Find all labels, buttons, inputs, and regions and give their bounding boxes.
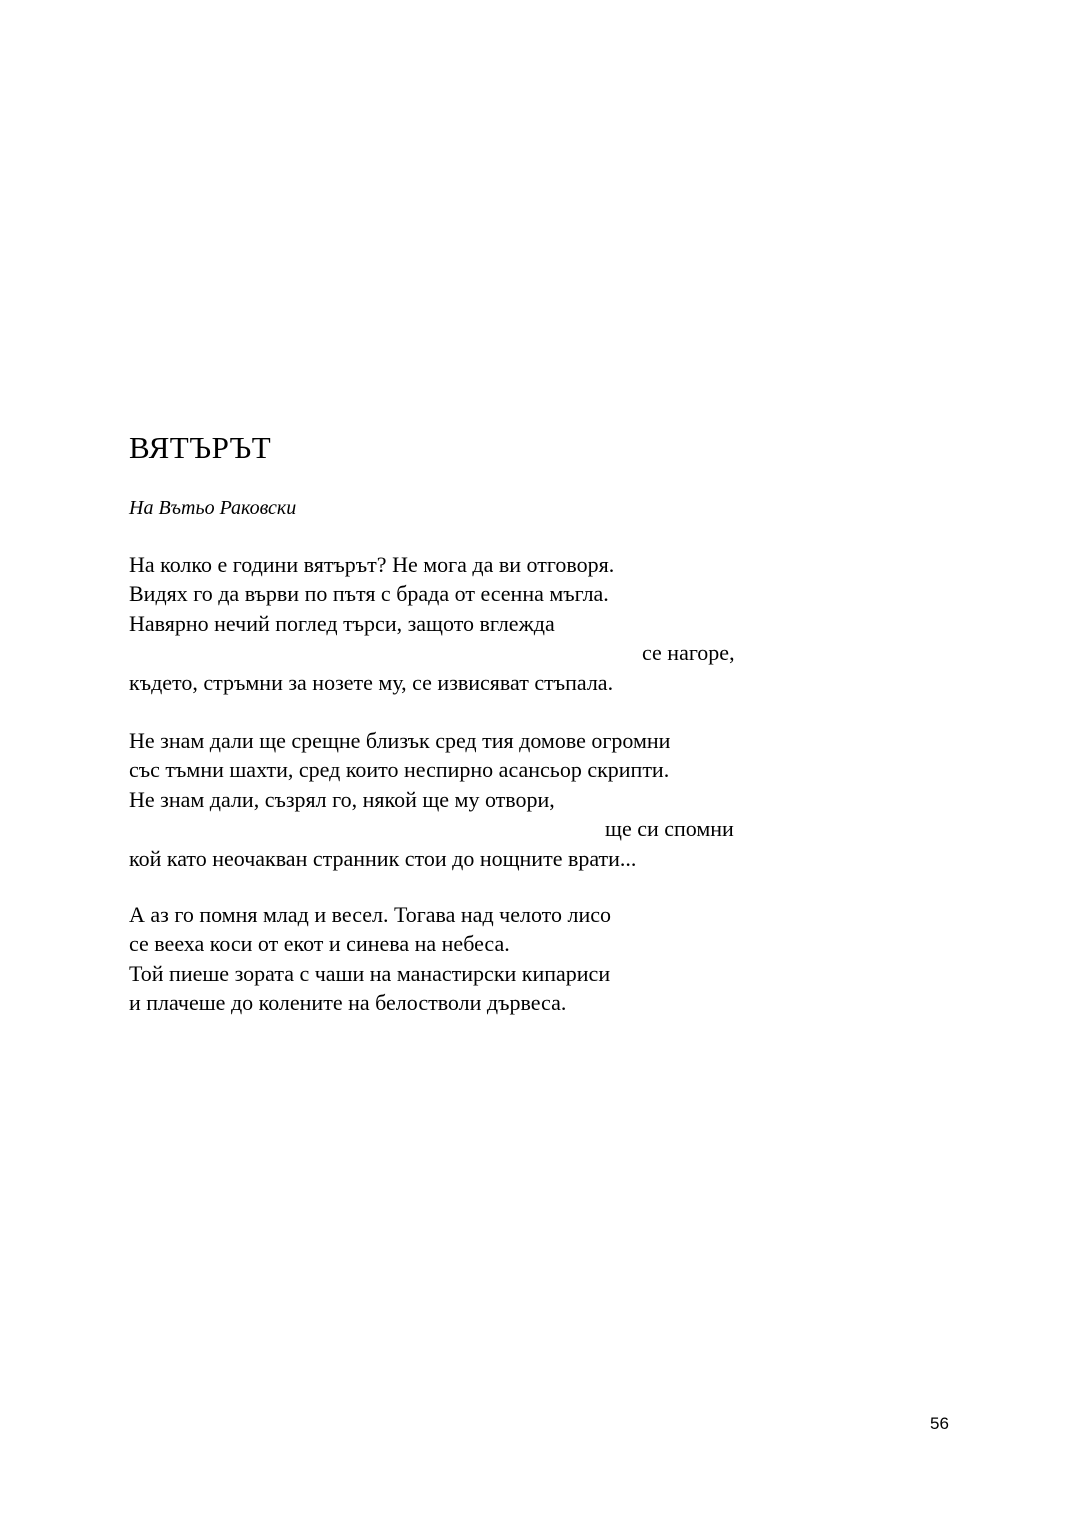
verse-line-continuation-text: се нагоре, (642, 640, 735, 666)
stanza-2 (129, 726, 769, 873)
stanza-1 (129, 550, 769, 697)
poem-title: ВЯТЪРЪТ (129, 430, 272, 465)
verse-line: където, стръмни за нозете му, се извисяват стъпала. (129, 669, 614, 695)
verse-line: А аз го помня млад и весел. Тогава над челото лисо (129, 902, 611, 927)
stanza-3 (129, 900, 769, 1018)
verse-line: Видях го да върви по пътя с брада от есенна мъгла. (129, 581, 609, 607)
verse-line: Навярно нечий поглед търси, защото вглежда (129, 610, 555, 636)
verse-line: Не знам дали ще срещне близък сред тия домове огромни (129, 728, 671, 753)
verse-line: На колко е години вятърът? Не мога да ви отговоря. (129, 552, 615, 577)
verse-line-continuation (129, 638, 769, 667)
verse-line: кой като неочакван странник стои до нощните врати... (129, 845, 637, 871)
verse-line: се вееха коси от екот и синева на небеса. (129, 931, 510, 957)
poem-dedication: На Вътьо Раковски (129, 497, 297, 519)
verse-line: Той пиеше зората с чаши на манастирски кипариси (129, 960, 611, 986)
verse-line-continuation (129, 814, 769, 843)
verse-line: Не знам дали, съзрял го, някой ще му отвори, (129, 786, 555, 812)
verse-line: и плачеше до колените на белостволи дървеса. (129, 990, 567, 1016)
verse-line: със тъмни шахти, сред които неспирно асансьор скрипти. (129, 757, 670, 783)
verse-line-continuation-text: ще си спомни (605, 816, 734, 842)
page-number: 56 (930, 1414, 949, 1433)
